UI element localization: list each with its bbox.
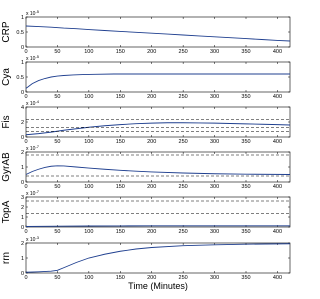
panel-3-frame [26,107,290,137]
panel-3-xtick-label: 50 [54,139,61,145]
panel-4-exponent [26,144,40,152]
panel-5-exponent-base: x 10 [26,191,36,197]
panel-2-ytick-label: 0.5 [16,75,24,81]
panel-1-frame [26,17,290,47]
panel-4-exponent-power: -7 [35,144,40,149]
panel-1-xtick-label: 150 [115,49,125,55]
panel-6-ytick-label: 1 [20,256,24,262]
panel-6-xtick-label: 300 [209,275,220,281]
panel-5-ytick-label: 3 [20,195,24,201]
panel-1-series-1-line [26,26,290,41]
panel-2-ylabel: Cya [1,68,12,86]
panel-5-xtick-label: 0 [24,229,28,235]
panel-5-xtick-label: 350 [241,229,251,235]
panel-3-xtick-label: 300 [209,139,220,145]
panel-1-xtick-label: 250 [178,49,188,55]
panel-5-ytick-label: 1 [20,215,24,221]
panel-4-series-1-line [26,166,290,175]
panel-6-xlabel: Time (Minutes) [128,281,188,291]
panel-2-xtick-label: 50 [54,94,61,100]
panel-2-frame [26,62,290,92]
panel-1-ytick-label: 1 [20,15,24,21]
panel-6-ytick-label: 2 [20,241,24,247]
panel-1-xtick-label: 200 [147,49,157,55]
panel-3-xtick-label: 0 [24,139,28,145]
panel-3-xtick-label: 400 [272,139,283,145]
panel-1-xtick-label: 0 [24,49,28,55]
panel-5-xtick-label: 50 [54,229,61,235]
panel-2-ytick-label: 1 [20,60,24,66]
panel-5-xtick-label: 150 [115,229,125,235]
panel-3-exponent-power: -4 [35,99,40,104]
panel-5-xtick-label: 300 [209,229,220,235]
panel-2-exponent-base: x 10 [26,56,36,62]
panel-2-exponent [26,54,40,62]
panel-4-xtick-label: 50 [54,184,61,190]
panel-5-ytick-label: 2 [20,205,24,211]
panel-4-ylabel: GyrAB [1,152,12,182]
panel-3-ylabel: Fis [1,115,12,129]
panel-5-exponent [26,189,40,197]
panel-6-xtick-label: 150 [115,275,125,281]
panel-5-xtick-label: 250 [178,229,188,235]
panel-4-xtick-label: 350 [241,184,251,190]
panel-6-xtick-label: 400 [272,275,283,281]
panel-3-ytick-label: 2 [20,120,24,126]
panel-2-xtick-label: 300 [209,94,220,100]
panel-2-xtick-label: 350 [241,94,251,100]
panel-6-xtick-label: 350 [241,275,251,281]
panel-4-exponent-base: x 10 [26,146,36,152]
panel-3-series-1-line [26,123,290,135]
panel-2-xtick-label: 150 [115,94,125,100]
panel-4-xtick-label: 250 [178,184,188,190]
panel-2-xtick-label: 200 [147,94,157,100]
panel-5-frame [26,197,290,227]
panel-3-xtick-label: 200 [147,139,157,145]
panel-6-xtick-label: 100 [84,275,94,281]
panel-5-exponent-power: -7 [35,189,40,194]
panel-4-ytick-label: 0 [20,180,24,186]
panel-1-xtick-label: 400 [272,49,283,55]
panel-4-xtick-label: 0 [24,184,28,190]
panel-3-ytick-label: 4 [20,105,24,111]
panel-4-xtick-label: 200 [147,184,157,190]
panel-4-frame [26,152,290,182]
panel-1-xtick-label: 50 [54,49,61,55]
panel-5-xtick-label: 200 [147,229,157,235]
panel-1-ylabel: CRP [1,21,12,43]
panel-3-exponent-base: x 10 [26,101,36,107]
panel-3-xtick-label: 350 [241,139,251,145]
panel-2-series-1-line [26,74,290,88]
panel-3-xtick-label: 250 [178,139,188,145]
panel-6-exponent-base: x 10 [26,237,36,243]
panel-6-ytick-label: 0 [20,271,24,277]
panel-5-ylabel: TopA [1,200,12,224]
panel-1-ytick-label: 0 [20,45,24,51]
panel-2-xtick-label: 400 [272,94,283,100]
panel-4-xtick-label: 400 [272,184,283,190]
panel-6-series-1-line [26,244,290,273]
panel-6-exponent [26,235,40,243]
panel-4-ytick-label: 2 [20,150,24,156]
panel-1-ytick-label: 0.5 [16,30,24,36]
panel-4-xtick-label: 100 [84,184,94,190]
panel-2-xtick-label: 0 [24,94,28,100]
panel-6-xtick-label: 250 [178,275,188,281]
panel-1-exponent-base: x 10 [26,11,36,17]
panel-2-xtick-label: 250 [178,94,188,100]
panel-3-ytick-label: 0 [20,135,24,141]
panel-3-exponent [26,99,40,107]
panel-6-xtick-label: 200 [147,275,157,281]
panel-6-exponent-power: -3 [35,235,40,240]
panel-4-xtick-label: 150 [115,184,125,190]
panel-4-xtick-label: 300 [209,184,220,190]
panel-3-xtick-label: 100 [84,139,94,145]
panel-5-series-1-line [26,226,290,227]
panel-2-exponent-power: -5 [35,54,40,59]
panel-6-xtick-label: 0 [24,275,28,281]
panel-3-xtick-label: 150 [115,139,125,145]
panel-2-ytick-label: 0 [20,90,24,96]
panel-1-xtick-label: 300 [209,49,220,55]
panel-4-ytick-label: 1 [20,165,24,171]
panel-1-exponent-power: -5 [35,9,40,14]
panel-1-xtick-label: 100 [84,49,94,55]
panel-1-xtick-label: 350 [241,49,251,55]
panel-5-xtick-label: 100 [84,229,94,235]
panel-2-xtick-label: 100 [84,94,94,100]
panel-5-ytick-label: 0 [20,225,24,231]
panel-6-xtick-label: 50 [54,275,61,281]
panel-5-xtick-label: 400 [272,229,283,235]
panel-1-exponent [26,9,40,17]
panel-6-ylabel: rrn [1,251,12,265]
